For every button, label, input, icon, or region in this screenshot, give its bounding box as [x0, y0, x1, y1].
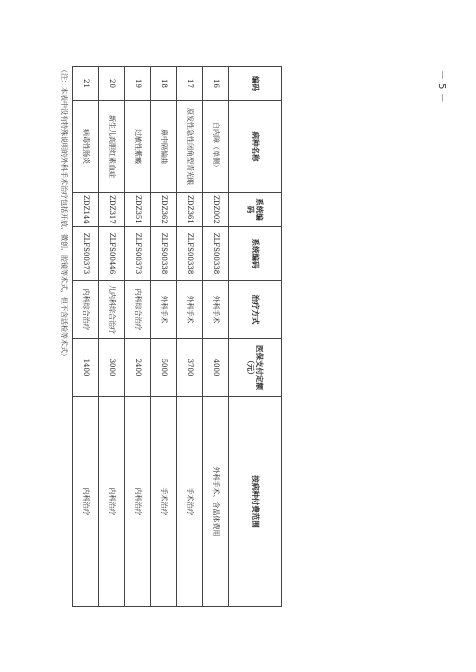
- table-region: [60, 66, 282, 606]
- cell-code: 18: [151, 67, 177, 101]
- cell-treatment-method: 儿内科综合治疗: [99, 281, 125, 339]
- cell-insurance-amount: 3700: [177, 339, 203, 397]
- cell-insurance-amount: 2400: [125, 339, 151, 397]
- header-disease-name: 病种名称: [229, 101, 282, 193]
- cell-system-code: ZLFS00338: [177, 227, 203, 281]
- cell-treatment-method: 外科手术: [151, 281, 177, 339]
- cell-disease-name: 过敏性紫癜: [125, 101, 151, 193]
- table-row: [203, 67, 229, 607]
- cell-system-code-short: ZDZ361: [177, 193, 203, 227]
- cell-treatment-method: 外科手术: [177, 281, 203, 339]
- cell-system-code: ZLFS00373: [125, 227, 151, 281]
- table-row: [99, 67, 125, 607]
- table-row: [151, 67, 177, 607]
- fee-table: [72, 66, 282, 607]
- table-row: [177, 67, 203, 607]
- table-footnote: （注：本表中没有特殊说明的外科手术治疗包括开放、微创、腔镜等术式，但不含活检等术式）: [60, 66, 68, 360]
- cell-disease-name: 鼻中隔偏曲: [151, 101, 177, 193]
- cell-system-code: ZLFS00338: [151, 227, 177, 281]
- header-payment-scope: 按病种付费范围: [229, 397, 282, 607]
- cell-insurance-amount: 1400: [73, 339, 99, 397]
- cell-disease-name: 病毒性肠炎: [73, 101, 99, 193]
- cell-system-code: ZLFS00446: [99, 227, 125, 281]
- cell-insurance-amount: 3000: [99, 339, 125, 397]
- cell-treatment-method: 内科综合治疗: [73, 281, 99, 339]
- cell-disease-name: 原发性急性闭角型青光眼: [177, 101, 203, 193]
- page-number: － 5 －: [436, 70, 447, 103]
- cell-treatment-method: 内科综合治疗: [125, 281, 151, 339]
- cell-payment-scope: 外科手术、含晶体费用: [203, 397, 229, 607]
- header-insurance-amount: 医保支付定额（元）: [229, 339, 282, 397]
- table-row: [125, 67, 151, 607]
- cell-insurance-amount: 4000: [203, 339, 229, 397]
- cell-system-code-short: ZDZ351: [125, 193, 151, 227]
- cell-payment-scope: 内科治疗: [73, 397, 99, 607]
- cell-treatment-method: 外科手术: [203, 281, 229, 339]
- cell-payment-scope: 内科治疗: [125, 397, 151, 607]
- cell-payment-scope: 手术治疗: [151, 397, 177, 607]
- cell-system-code-short: ZDZ362: [151, 193, 177, 227]
- cell-system-code: ZLFS00338: [203, 227, 229, 281]
- table-row: [73, 67, 99, 607]
- header-treatment-method: 治疗方式: [229, 281, 282, 339]
- cell-code: 16: [203, 67, 229, 101]
- header-system-code-short: 系统编码: [229, 193, 282, 227]
- header-system-code: 系统编码: [229, 227, 282, 281]
- cell-code: 17: [177, 67, 203, 101]
- cell-code: 21: [73, 67, 99, 101]
- cell-insurance-amount: 5000: [151, 339, 177, 397]
- table-header-row: [229, 67, 282, 607]
- cell-code: 20: [99, 67, 125, 101]
- cell-system-code-short: ZDZ144: [73, 193, 99, 227]
- cell-disease-name: 新生儿高胆红素血症: [99, 101, 125, 193]
- cell-disease-name: 白内障（单侧）: [203, 101, 229, 193]
- cell-code: 19: [125, 67, 151, 101]
- cell-system-code-short: ZDZ002: [203, 193, 229, 227]
- cell-system-code: ZLFS00373: [73, 227, 99, 281]
- cell-system-code-short: ZDZ317: [99, 193, 125, 227]
- cell-payment-scope: 内科治疗: [99, 397, 125, 607]
- header-code: 编码: [229, 67, 282, 101]
- cell-payment-scope: 手术治疗: [177, 397, 203, 607]
